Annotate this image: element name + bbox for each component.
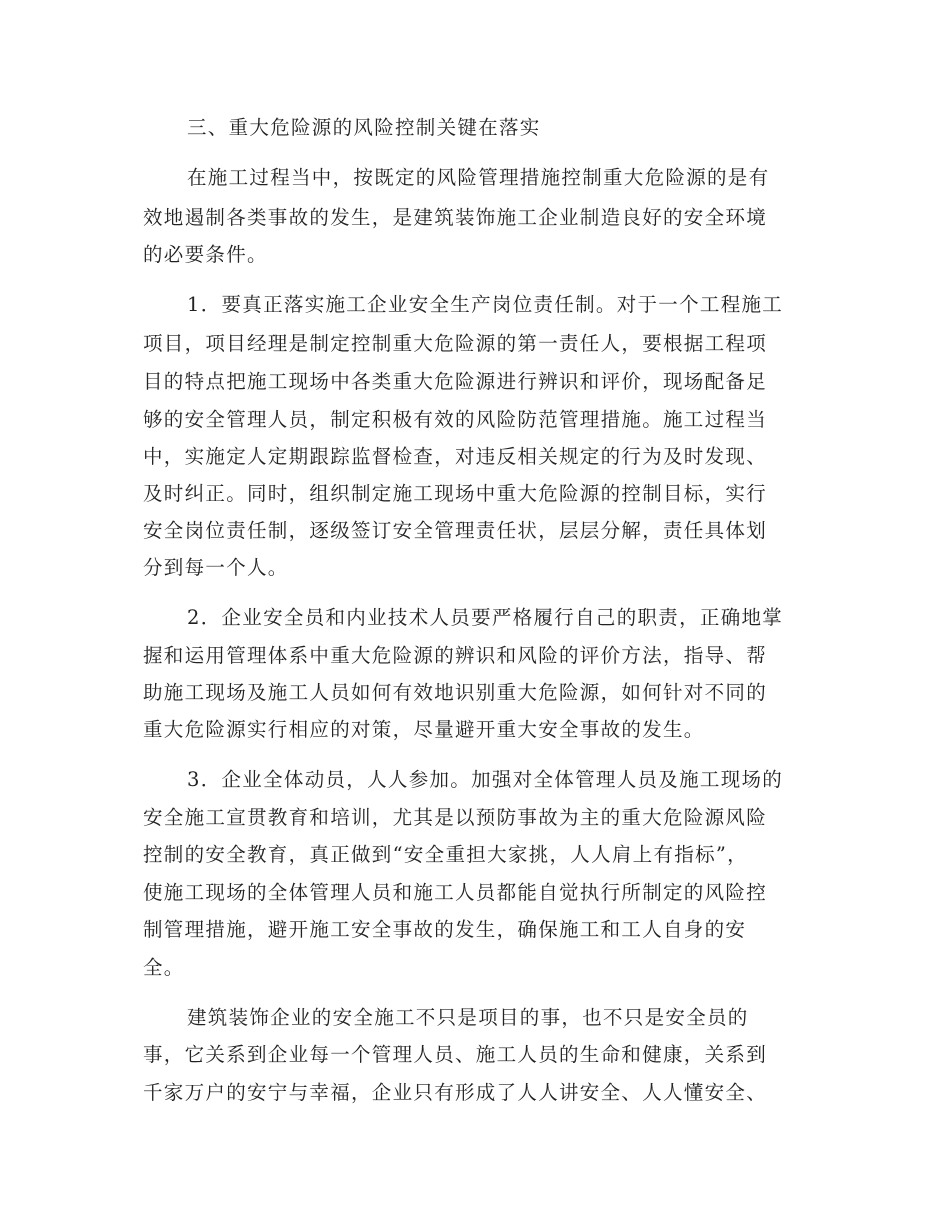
paragraph-line: 建筑装饰企业的安全施工不只是项目的事，也不只是安全员的	[187, 1006, 749, 1029]
paragraph-line: 安全施工宣贯教育和培训，尤其是以预防事故为主的重大危险源风险	[143, 806, 768, 829]
paragraph-line: 够的安全管理人员，制定积极有效的风险防范管理措施。施工过程当	[143, 408, 768, 431]
paragraph-line: 握和运用管理体系中重大危险源的辨识和风险的评价方法，指导、帮	[143, 644, 768, 667]
paragraph-line: 1．要真正落实施工企业安全生产岗位责任制。对于一个工程施工	[187, 293, 784, 316]
paragraph-line: 效地遏制各类事故的发生，是建筑装饰施工企业制造良好的安全环境	[143, 206, 768, 229]
paragraph-line: 控制的安全教育，真正做到“安全重担大家挑，人人肩上有指标”，	[143, 843, 748, 866]
paragraph-line: 2．企业安全员和内业技术人员要严格履行自己的职责，正确地掌	[187, 606, 784, 629]
paragraph-line: 制管理措施，避开施工安全事故的发生，确保施工和工人自身的安	[143, 918, 747, 941]
paragraph-line: 目的特点把施工现场中各类重大危险源进行辨识和评价，现场配备足	[143, 370, 768, 393]
paragraph-line: 项目，项目经理是制定控制重大危险源的第一责任人，要根据工程项	[143, 332, 768, 355]
paragraph-line: 千家万户的安宁与幸福，企业只有形成了人人讲安全、人人懂安全、	[143, 1081, 768, 1104]
paragraph-line: 使施工现场的全体管理人员和施工人员都能自觉执行所制定的风险控	[143, 881, 768, 904]
section-heading: 三、重大危险源的风险控制关键在落实	[187, 116, 541, 139]
paragraph-line: 及时纠正。同时，组织制定施工现场中重大危险源的控制目标，实行	[143, 482, 768, 505]
paragraph-line: 助施工现场及施工人员如何有效地识别重大危险源，如何针对不同的	[143, 681, 768, 704]
paragraph-line: 分到每一个人。	[143, 556, 289, 579]
paragraph-line: 安全岗位责任制，逐级签订安全管理责任状，层层分解，责任具体划	[143, 519, 768, 542]
paragraph-line: 全。	[143, 956, 185, 979]
paragraph-line: 中，实施定人定期跟踪监督检查，对违反相关规定的行为及时发现、	[143, 445, 768, 468]
paragraph-line: 的必要条件。	[143, 243, 268, 266]
paragraph-line: 在施工过程当中，按既定的风险管理措施控制重大危险源的是有	[187, 166, 770, 189]
paragraph-line: 重大危险源实行相应的对策，尽量避开重大安全事故的发生。	[143, 718, 705, 741]
paragraph-line: 3．企业全体动员，人人参加。加强对全体管理人员及施工现场的	[187, 768, 784, 791]
paragraph-line: 事，它关系到企业每一个管理人员、施工人员的生命和健康，关系到	[143, 1043, 768, 1066]
